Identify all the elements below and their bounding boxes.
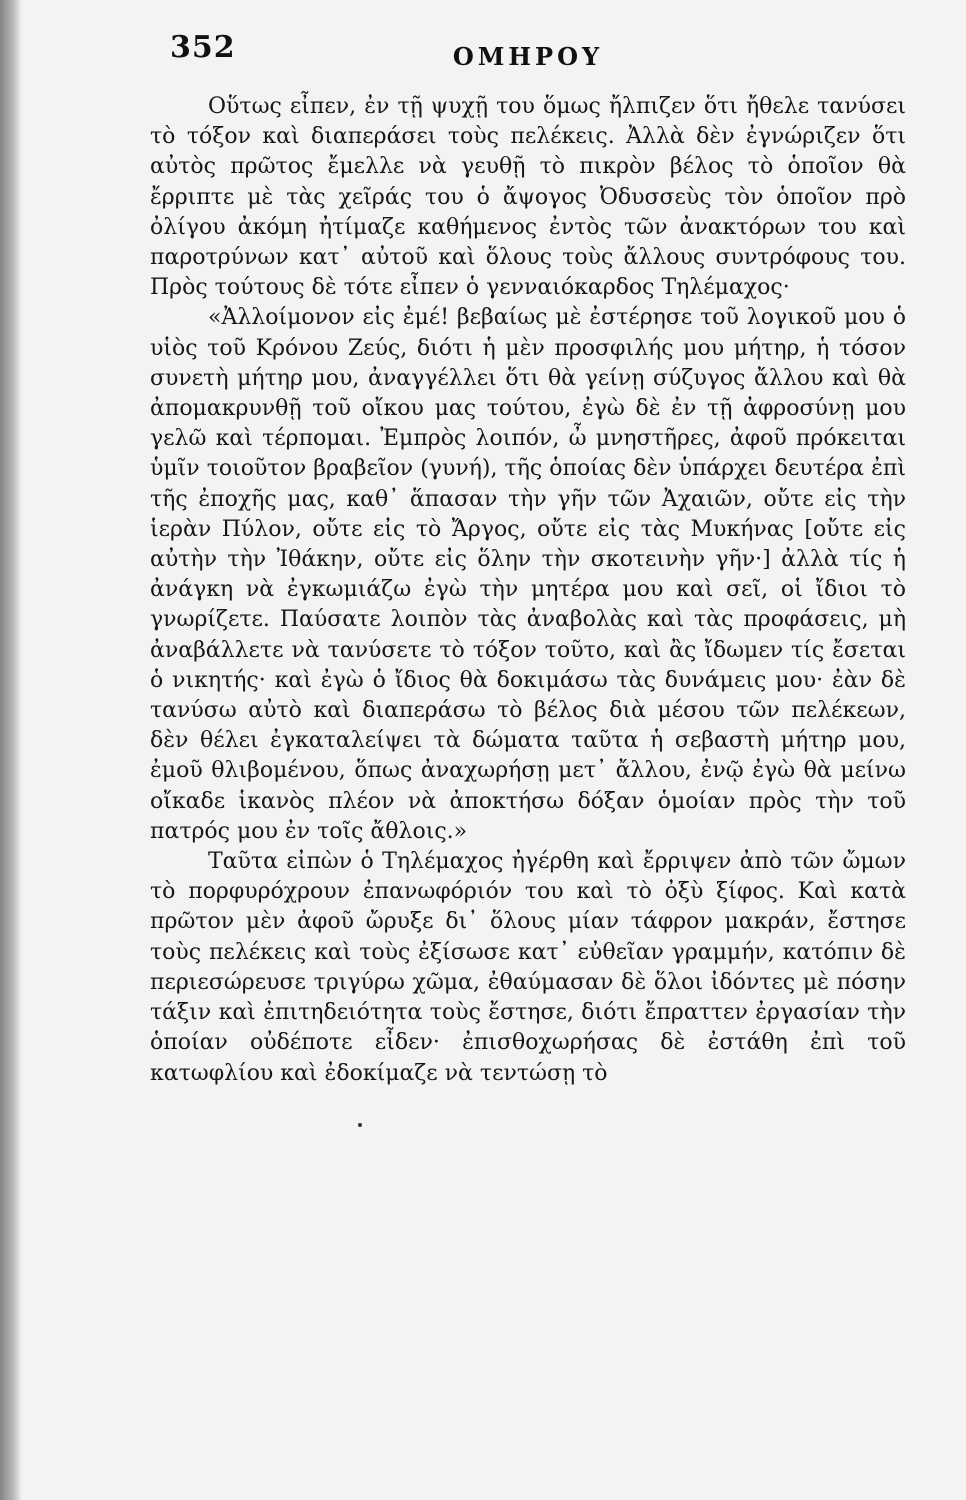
page-number: 352 xyxy=(170,30,236,65)
paragraph-1: Οὕτως εἶπεν, ἐν τῇ ψυχῇ του ὅμως ἤλπιζεν ὅτι ἤθελε τανύσει τὸ τόξον καὶ διαπεράσει τοὺς πελέκεις. Ἀλλὰ δὲν ἐγνώριζεν ὅτι αὐτὸς πρῶτος ἔμελλε νὰ γευθῇ τὸ πικρὸν βέλος τὸ ὁποῖον θὰ ἔρριπτε μὲ τὰς χεῖράς του ὁ ἄψογος Ὀδυσσεὺς τὸν ὁποῖον πρὸ ὀλίγου ἀκόμη ἠτίμαζε καθήμενος ἐντὸς τῶν ἀνακτόρων του καὶ παροτρύνων κατ᾽ αὐτοῦ καὶ ὅλους τοὺς ἄλλους συντρόφους του. Πρὸς τούτους δὲ τότε εἶπεν ὁ γενναιόκαρδος Τηλέμαχος· xyxy=(150,94,906,301)
paragraph-2: «Ἀλλοίμονον εἰς ἐμέ! βεβαίως μὲ ἐστέρησε τοῦ λογικοῦ μου ὁ υἱὸς τοῦ Κρόνου Ζεύς, διότι ἡ μὲν προσφιλής μου μήτηρ, ἡ τόσον συνετὴ μήτηρ μου, ἀναγγέλλει ὅτι θὰ γείνῃ σύζυγος ἄλλου καὶ θὰ ἀπομακρυνθῇ τοῦ οἴκου μας τούτου, ἐγὼ δὲ ἐν τῇ ἀφροσύνῃ μου γελῶ καὶ τέρπομαι. Ἐμπρὸς λοιπόν, ὦ μνηστῆρες, ἀφοῦ πρόκειται ὑμῖν τοιοῦτον βραβεῖον (γυνή), τῆς ὁποίας δὲν ὑπάρχει δευτέρα ἐπὶ τῆς ἐποχῆς μας, καθ᾽ ἅπασαν τὴν γῆν τῶν Ἀχαιῶν, οὔτε εἰς τὴν ἱερὰν Πύλον, οὔτε εἰς τὸ Ἄργος, οὔτε εἰς τὰς Μυκήνας [οὔτε εἰς αὐτὴν τὴν Ἰθάκην, οὔτε εἰς ὅλην τὴν σκοτεινὴν γῆν·] ἀλλὰ τίς ἡ ἀνάγκη νὰ ἐγκωμιάζω ἐγὼ τὴν μητέρα μου καὶ σεῖ, οἱ ἴδιοι τὸ γνωρίζετε. Παύσατε λοιπὸν τὰς ἀναβολὰς καὶ τὰς προφάσεις, μὴ ἀναβάλλετε νὰ τανύσετε τὸ τόξον τοῦτο, καὶ ἂς ἴδωμεν τίς ἔσεται ὁ νικητής· καὶ ἐγὼ ὁ ἴδιος θὰ δοκιμάσω τὰς δυνάμεις μου· ἐὰν δὲ τανύσω αὐτὸ καὶ διαπεράσω τὸ βέλος διὰ μέσου τῶν πελέκεων, δὲν θέλει ἐγκαταλείψει τὰ δώματα ταῦτα ἡ σεβαστὴ μήτηρ μου, ἐμοῦ θλιβομένου, ὅπως ἀναχωρήσῃ μετ᾽ ἄλλου, ἐνῷ ἐγὼ θὰ μείνω οἴκαδε ἱκανὸς πλέον νὰ ἀποκτήσω δόξαν ὁμοίαν πρὸς τὴν τοῦ πατρός μου ἐν τοῖς ἄθλοις.» xyxy=(150,305,906,844)
running-title: ΟΜΗΡΟΥ xyxy=(452,42,604,71)
ink-speck xyxy=(358,1123,362,1127)
paragraph-3: Ταῦτα εἰπὼν ὁ Τηλέμαχος ἠγέρθη καὶ ἔρριψεν ἀπὸ τῶν ὤμων τὸ πορφυρόχρουν ἐπανωφόριόν του καὶ τὸ ὀξὺ ξίφος. Καὶ κατὰ πρῶτον μὲν ἀφοῦ ὤρυξε δι᾽ ὅλους μίαν τάφρον μακράν, ἔστησε τοὺς πελέκεις καὶ τοὺς ἐξίσωσε κατ᾽ εὐθεῖαν γραμμήν, κατόπιν δὲ περιεσώρευσε τριγύρω χῶμα, ἐθαύμασαν δὲ ὅλοι ἰδόντες μὲ πόσην τάξιν καὶ ἐπιτηδειότητα τοὺς ἔστησε, διότι ἔπραττεν ἐργασίαν τὴν ὁποίαν οὐδέποτε εἶδεν· ἐπισθοχωρήσας δὲ ἐστάθη ἐπὶ τοῦ κατωφλίου καὶ ἐδοκίμαζε νὰ τεντώσῃ τὸ xyxy=(150,849,906,1086)
page-header xyxy=(150,30,906,90)
body-text xyxy=(150,92,906,1089)
